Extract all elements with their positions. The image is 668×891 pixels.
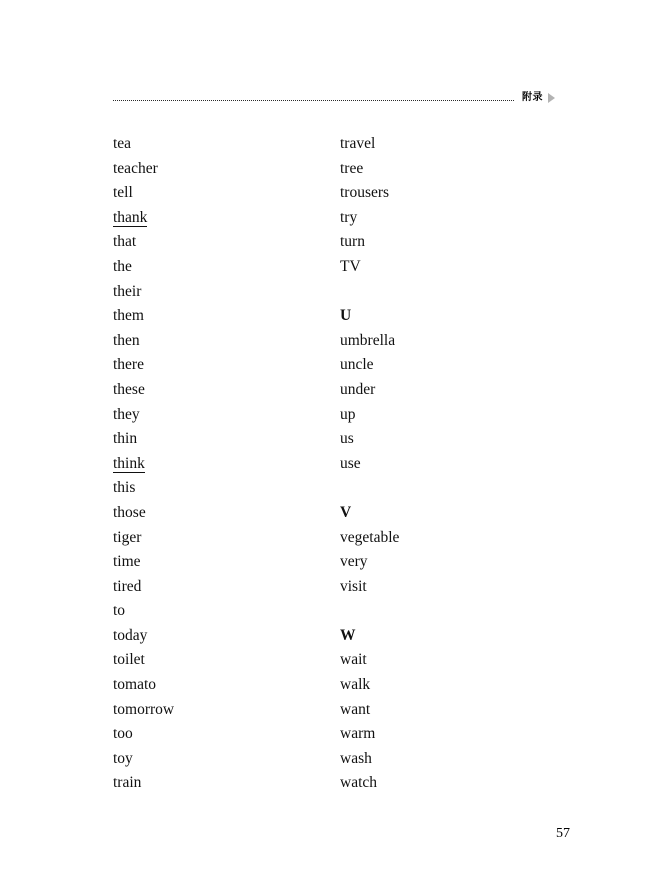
word-list-item [340, 648, 540, 673]
word-text: turn [340, 233, 365, 251]
word-text: warm [340, 725, 376, 743]
word-text: tired [113, 577, 142, 595]
word-text: tiger [113, 528, 142, 546]
word-list-item [113, 157, 313, 182]
word-text: try [340, 208, 358, 226]
word-text: use [340, 454, 361, 472]
word-list-item [113, 329, 313, 354]
word-text: to [113, 602, 126, 620]
word-text: tell [113, 184, 133, 202]
word-text: W [340, 626, 356, 644]
word-list-item [340, 378, 540, 403]
word-list-section-heading [340, 304, 540, 329]
word-list-item [113, 624, 313, 649]
word-text: vegetable [340, 528, 400, 546]
word-text: too [113, 725, 133, 743]
word-text: uncle [340, 356, 374, 374]
word-list-item [340, 550, 540, 575]
word-text: thank [113, 208, 148, 226]
word-list-item [113, 206, 313, 231]
word-text: tomorrow [113, 700, 175, 718]
word-text: teacher [113, 159, 158, 177]
word-text: walk [340, 676, 371, 694]
word-list-section-heading [340, 501, 540, 526]
word-text: up [340, 405, 356, 423]
word-text: tomato [113, 676, 157, 694]
word-list-item [340, 673, 540, 698]
word-text: watch [340, 774, 378, 792]
word-list-item [113, 771, 313, 796]
word-list-item [340, 132, 540, 157]
word-list-item [113, 673, 313, 698]
word-text: umbrella [340, 331, 396, 349]
word-list-item [113, 550, 313, 575]
word-list-item [340, 255, 540, 280]
word-list-spacer [340, 280, 540, 305]
word-text: tree [340, 159, 364, 177]
word-text: them [113, 307, 144, 325]
word-text: toilet [113, 651, 145, 669]
word-list-item [113, 230, 313, 255]
word-text: this [113, 479, 136, 497]
word-list-spacer [340, 476, 540, 501]
word-text: then [113, 331, 140, 349]
word-list-section-heading [340, 624, 540, 649]
word-text: very [340, 553, 368, 571]
word-text: they [113, 405, 140, 423]
word-text: travel [340, 135, 376, 152]
word-list-item [113, 698, 313, 723]
header-section-label: 附录 [522, 92, 543, 103]
word-text: want [340, 700, 371, 718]
word-list-item [340, 575, 540, 600]
word-list-item [113, 181, 313, 206]
word-text: us [340, 430, 354, 448]
word-text: U [340, 307, 352, 325]
word-list-item [340, 526, 540, 551]
word-list-item [340, 722, 540, 747]
word-list-item [113, 501, 313, 526]
word-text: these [113, 380, 145, 398]
word-text: train [113, 774, 142, 792]
word-column-right [340, 132, 540, 796]
word-text: that [113, 233, 137, 251]
word-list-item [113, 476, 313, 501]
word-list-item [340, 427, 540, 452]
page-number: 57 [556, 826, 570, 841]
word-list-item [113, 722, 313, 747]
word-list-item [340, 403, 540, 428]
word-list-item [113, 427, 313, 452]
page-header [113, 88, 555, 108]
word-text: wash [340, 749, 372, 767]
word-text: thin [113, 430, 138, 448]
word-list-item [340, 698, 540, 723]
word-column-left [113, 132, 313, 796]
word-text: TV [340, 257, 361, 275]
word-list-item [113, 378, 313, 403]
word-list-item [340, 771, 540, 796]
triangle-right-icon [548, 93, 555, 103]
word-text: think [113, 454, 145, 472]
word-list-item [113, 304, 313, 329]
word-text: trousers [340, 184, 390, 202]
word-list-item [340, 157, 540, 182]
word-list-item [113, 452, 313, 477]
word-text: those [113, 503, 146, 521]
word-text: visit [340, 577, 367, 595]
word-text: tea [113, 135, 132, 152]
word-text: V [340, 503, 352, 521]
word-list-item [113, 599, 313, 624]
word-list-item [113, 132, 313, 157]
word-text: time [113, 553, 141, 571]
word-text: toy [113, 749, 133, 767]
word-list-item [113, 280, 313, 305]
word-text: their [113, 282, 142, 300]
word-text: there [113, 356, 144, 374]
word-list-spacer [340, 599, 540, 624]
word-text: wait [340, 651, 367, 669]
word-text: today [113, 626, 148, 644]
word-list-item [340, 452, 540, 477]
word-list-item [113, 403, 313, 428]
word-list-item [113, 648, 313, 673]
word-list-item [113, 575, 313, 600]
word-text: under [340, 380, 376, 398]
word-list-item [340, 230, 540, 255]
header-dotted-rule [113, 99, 514, 101]
word-list-item [113, 747, 313, 772]
word-list-item [340, 353, 540, 378]
word-list-item [113, 526, 313, 551]
word-list-item [340, 747, 540, 772]
word-text: the [113, 257, 132, 275]
word-list-item [340, 329, 540, 354]
word-list-item [340, 206, 540, 231]
word-list-item [113, 353, 313, 378]
word-list-item [340, 181, 540, 206]
word-list-item [113, 255, 313, 280]
